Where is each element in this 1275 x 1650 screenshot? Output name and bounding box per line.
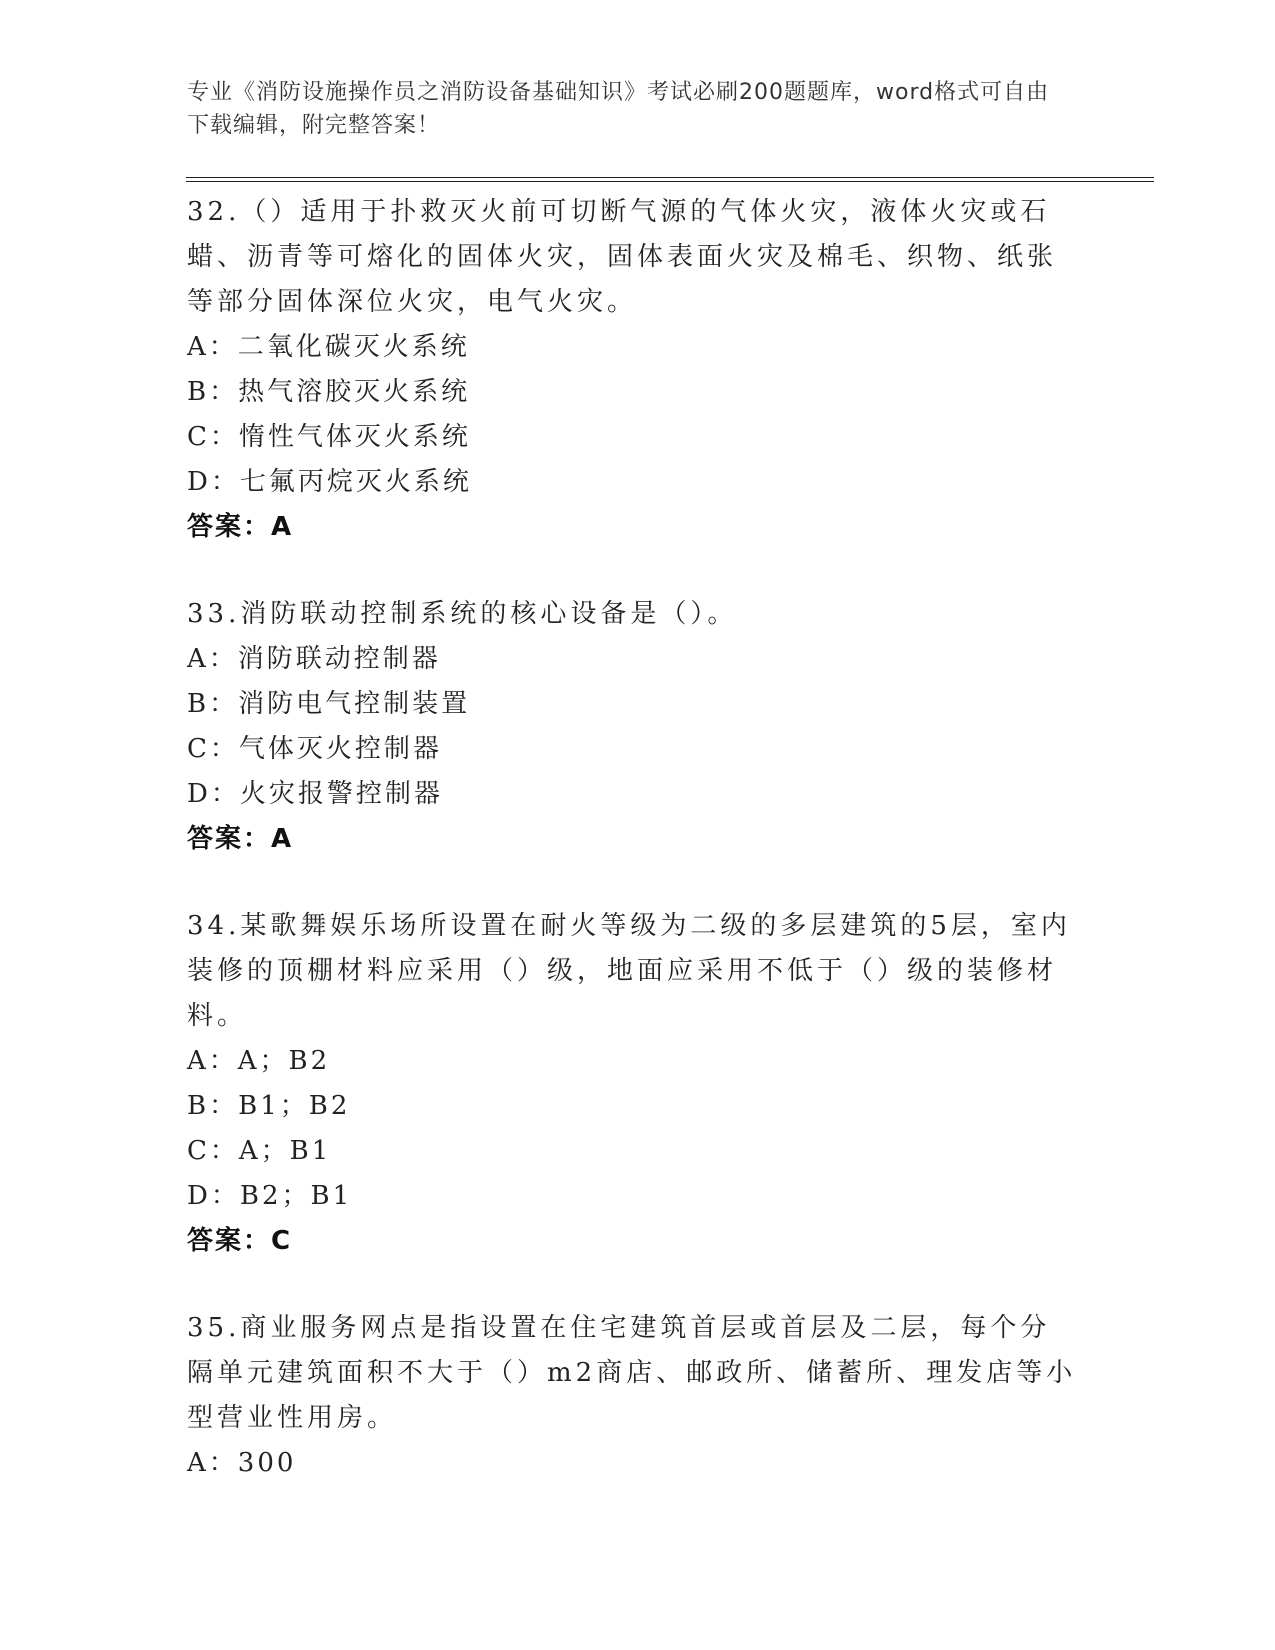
option-a: A：A；B2 [187,1046,331,1076]
header-divider-top [186,177,1154,178]
question-35 [187,1306,1077,1486]
option-a: A：300 [187,1448,297,1478]
option-c: C：惰性气体灭火系统 [187,422,471,452]
option-b: B：热气溶胶灭火系统 [187,377,471,407]
document-header [187,76,1067,142]
question-list [187,190,1077,1528]
option-d: D：火灾报警控制器 [187,779,443,809]
option-a: A：二氧化碳灭火系统 [187,332,470,362]
option-a: A：消防联动控制器 [187,644,441,674]
question-32 [187,190,1077,550]
option-d: D：B2；B1 [187,1181,353,1211]
option-c: C：气体灭火控制器 [187,734,442,764]
answer-line: 答案：C [187,1226,293,1256]
option-b: B：B1；B2 [187,1091,351,1121]
header-title: 专业《消防设施操作员之消防设备基础知识》考试必刷200题题库，word格式可自由下载编辑，附完整答案！ [187,80,1050,138]
question-stem: 35.商业服务网点是指设置在住宅建筑首层或首层及二层，每个分隔单元建筑面积不大于（）m2商店、邮政所、储蓄所、理发店等小型营业性用房。 [187,1313,1077,1433]
option-d: D：七氟丙烷灭火系统 [187,467,472,497]
question-33 [187,592,1077,862]
header-divider-bottom [186,181,1154,182]
question-stem: 33.消防联动控制系统的核心设备是（）。 [187,599,738,629]
question-stem: 34.某歌舞娱乐场所设置在耐火等级为二级的多层建筑的5层，室内装修的顶棚材料应采用（）级，地面应采用不低于（）级的装修材料。 [187,911,1071,1031]
option-c: C：A；B1 [187,1136,332,1166]
question-34 [187,904,1077,1264]
answer-line: 答案：A [187,824,294,854]
option-b: B：消防电气控制装置 [187,689,471,719]
question-stem: 32.（）适用于扑救灭火前可切断气源的气体火灾，液体火灾或石蜡、沥青等可熔化的固体火灾，固体表面火灾及棉毛、织物、纸张等部分固体深位火灾，电气火灾。 [187,197,1058,317]
answer-line: 答案：A [187,512,294,542]
